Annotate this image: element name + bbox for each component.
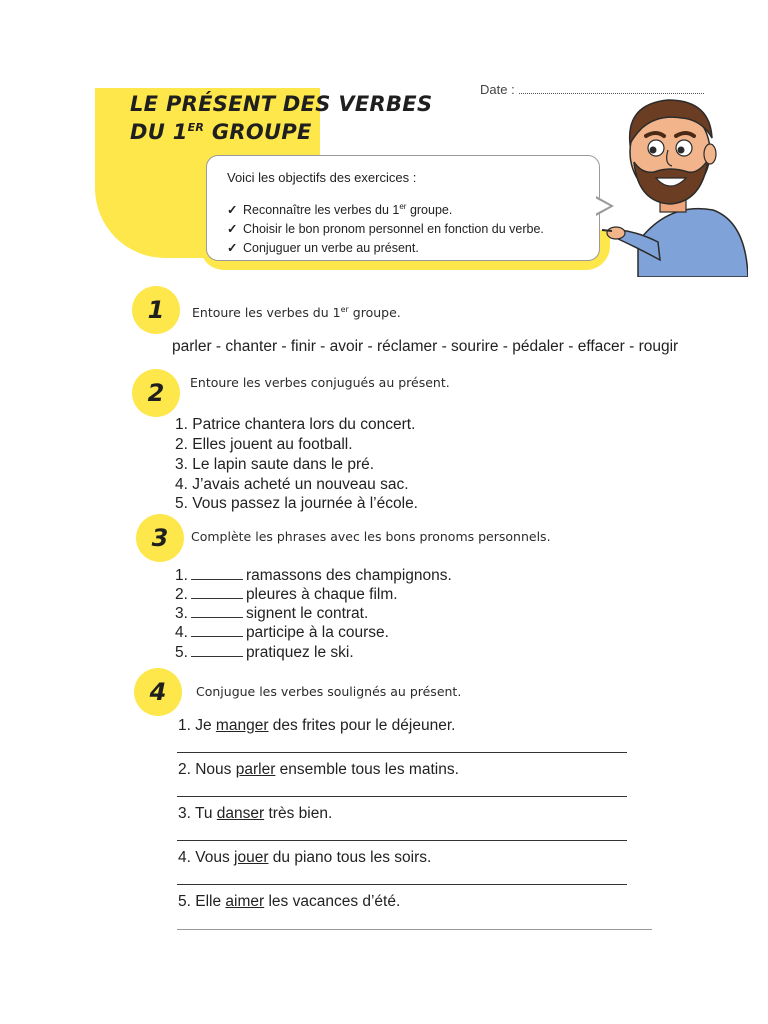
answer-line[interactable] — [177, 929, 652, 930]
check-icon: ✓ — [227, 241, 238, 255]
exercise-2-item: 3. Le lapin saute dans le pré. — [175, 456, 375, 473]
underlined-verb: parler — [235, 761, 276, 778]
exercise-3-number: 3 — [151, 524, 169, 552]
answer-line[interactable] — [177, 884, 627, 885]
exercise-3-item: 4. participe à la course. — [175, 624, 389, 641]
exercise-1-instruction: Entoure les verbes du 1er groupe. — [192, 305, 401, 321]
exercise-4-item: 5. Elle aimer les vacances d’été. — [178, 893, 401, 910]
answer-blank[interactable] — [191, 626, 243, 637]
exercise-4-item: 2. Nous parler ensemble tous les matins. — [178, 761, 459, 778]
exercise-4-item: 4. Vous jouer du piano tous les soirs. — [178, 849, 432, 866]
exercise-4-item: 1. Je manger des frites pour le déjeuner. — [178, 717, 456, 734]
underlined-verb: jouer — [234, 849, 269, 866]
answer-blank[interactable] — [191, 607, 243, 618]
exercise-4-number: 4 — [149, 678, 167, 706]
exercise-1-verbs: parler - chanter - finir - avoir - réclamer - sourire - pédaler - effacer - rougir — [172, 338, 679, 355]
teacher-illustration — [598, 92, 748, 277]
objective-item: ✓ Conjuguer un verbe au présent. — [227, 241, 419, 255]
exercise-2-item: 4. J’avais acheté un nouveau sac. — [175, 476, 409, 493]
check-icon: ✓ — [227, 222, 238, 236]
exercise-4-instruction: Conjugue les verbes soulignés au présent. — [196, 684, 462, 699]
exercise-3-item: 2. pleures à chaque film. — [175, 586, 398, 603]
exercise-2-item: 2. Elles jouent au football. — [175, 436, 353, 453]
exercise-1-number: 1 — [147, 296, 165, 324]
underlined-verb: manger — [215, 717, 269, 734]
answer-line[interactable] — [177, 752, 627, 753]
answer-line[interactable] — [177, 840, 627, 841]
exercise-3-item: 3. signent le contrat. — [175, 605, 369, 622]
check-icon: ✓ — [227, 203, 238, 218]
exercise-3-instruction: Complète les phrases avec les bons pronoms personnels. — [191, 529, 551, 544]
answer-blank[interactable] — [191, 569, 243, 580]
objective-item: ✓ Choisir le bon pronom personnel en fonction du verbe. — [227, 222, 544, 236]
date-label: Date : — [480, 82, 515, 97]
answer-line[interactable] — [177, 796, 627, 797]
objectives-box — [206, 155, 600, 261]
exercise-4-item: 3. Tu danser très bien. — [178, 805, 333, 822]
underlined-verb: danser — [216, 805, 265, 822]
objectives-title: Voici les objectifs des exercices : — [227, 170, 417, 185]
exercise-3-item: 1. ramassons des champignons. — [175, 567, 452, 584]
exercise-3-item: 5. pratiquez le ski. — [175, 644, 354, 661]
answer-blank[interactable] — [191, 646, 243, 657]
exercise-2-number: 2 — [147, 379, 165, 407]
page-title: LE PRÉSENT DES VERBES DU 1ER GROUPE — [130, 92, 433, 144]
underlined-verb: aimer — [225, 893, 265, 910]
exercise-2-item: 1. Patrice chantera lors du concert. — [175, 416, 416, 433]
answer-blank[interactable] — [191, 588, 243, 599]
exercise-2-item: 5. Vous passez la journée à l’école. — [175, 495, 418, 512]
exercise-2-instruction: Entoure les verbes conjugués au présent. — [190, 375, 450, 390]
objective-item: ✓ Reconnaître les verbes du 1er groupe. — [227, 202, 453, 218]
